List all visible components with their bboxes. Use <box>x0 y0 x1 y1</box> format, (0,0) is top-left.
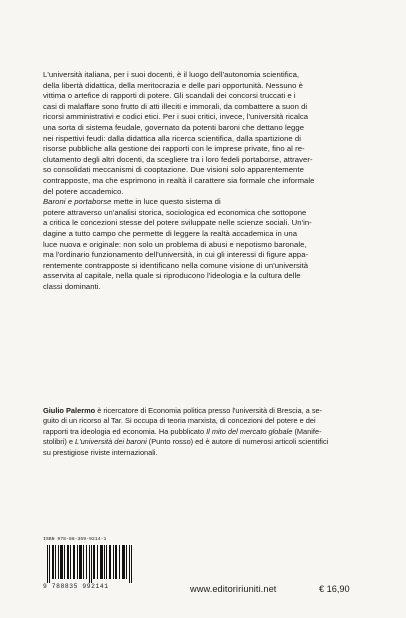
bio-book-title: L'università dei baroni <box>75 437 147 447</box>
blurb-line: ma l'ordinario funzionamento dell'università, in cui gli interessi di figure appa- <box>43 250 309 260</box>
blurb-line: contrapposte, ma che esprimono in realtà il carattere sia formale che informale <box>43 175 315 185</box>
blurb-line: classi dominanti. <box>43 281 101 291</box>
bio-line: (Punto rosso) ed è autore di numerosi articoli scientifici <box>146 437 329 447</box>
blurb-line: clutamento degli altri docenti, da scegliere tra i loro fedeli portaborse, attraver- <box>43 154 313 164</box>
blurb-line: so consolidati meccanismi di cooptazione. Due visioni solo apparentemente <box>43 165 304 175</box>
isbn-label: ISBN 978-88-359-9214-1 <box>43 537 107 542</box>
blurb-line: nei rispettivi feudi: dalla didattica alla ricerca scientifica, dalla spartizione di <box>43 133 302 143</box>
blurb-line: mette in luce questo sistema di <box>111 197 221 207</box>
blurb-line: dagine a tutto campo che permette di leggere la realtà accademica in una <box>43 228 298 238</box>
blurb-line: L'università italiana, per i suoi docenti, è il luogo dell'autonomia scientifica, <box>43 70 300 79</box>
bio-line: su prestigiose riviste internazionali. <box>43 447 158 457</box>
blurb-line: casi di malaffare sono frutto di atti illeciti e immorali, da combattere a suon di <box>43 101 308 111</box>
bio-book-title: Il mito del mercato globale <box>206 426 293 436</box>
blurb-line: una sorta di sistema feudale, governato da potenti baroni che dettano legge <box>43 122 305 132</box>
author-bio <box>43 406 365 458</box>
blurb-line: ricorsi amministrativi e codici etici. Per i suoi critici, invece, l'università ricalca <box>43 112 309 122</box>
blurb-line: del potere accademico. <box>43 186 124 196</box>
book-title: Baroni e portaborse <box>43 197 112 207</box>
blurb-line: risorse pubbliche alla gestione dei rapporti con le imprese private, fino al re- <box>43 144 305 154</box>
bio-line: stolibri) e <box>43 437 76 447</box>
blurb-line: rentemente contrapposte si identificano nella comune visione di un'università <box>43 260 309 270</box>
barcode <box>43 537 137 593</box>
blurb-line: potere attraverso un'analisi storica, sociologica ed economica che sottopone <box>43 207 307 217</box>
price-label: € 16,90 <box>319 584 350 594</box>
ean-digits: 9 788835 992141 <box>43 583 109 590</box>
bio-line: guito di un ricorso al Tar. Si occupa di teoria marxista, di concezioni del potere e dei <box>43 416 316 426</box>
bio-line: è ricercatore di Economia politica presso l'università di Brescia, a se- <box>95 406 323 415</box>
barcode-bars-icon <box>47 545 135 583</box>
bio-line: rapporti tra ideologia ed economia. Ha pubblicato <box>43 426 207 436</box>
blurb-line: vittima o artefice di rapporti di potere. Gli scandali dei concorsi truccati e i <box>43 91 296 101</box>
bio-line: (Manife- <box>292 426 322 436</box>
blurb-line: asservita al capitale, nella quale si riproducono l'ideologia e la cultura delle <box>43 271 301 281</box>
blurb-line: della libertà didattica, della meritocrazia e delle pari opportunità. Nessuno è <box>43 80 303 90</box>
author-name: Giulio Palermo <box>43 406 96 415</box>
blurb-line: a critica le concezioni stesse del potere sviluppate nelle scienze sociali. Un'in- <box>43 218 312 228</box>
blurb-line: luce nuova e originale: non solo un problema di abusi e nepotismo baronale, <box>43 239 307 249</box>
back-cover-blurb <box>43 70 365 292</box>
publisher-website: www.editoririuniti.net <box>190 584 277 594</box>
